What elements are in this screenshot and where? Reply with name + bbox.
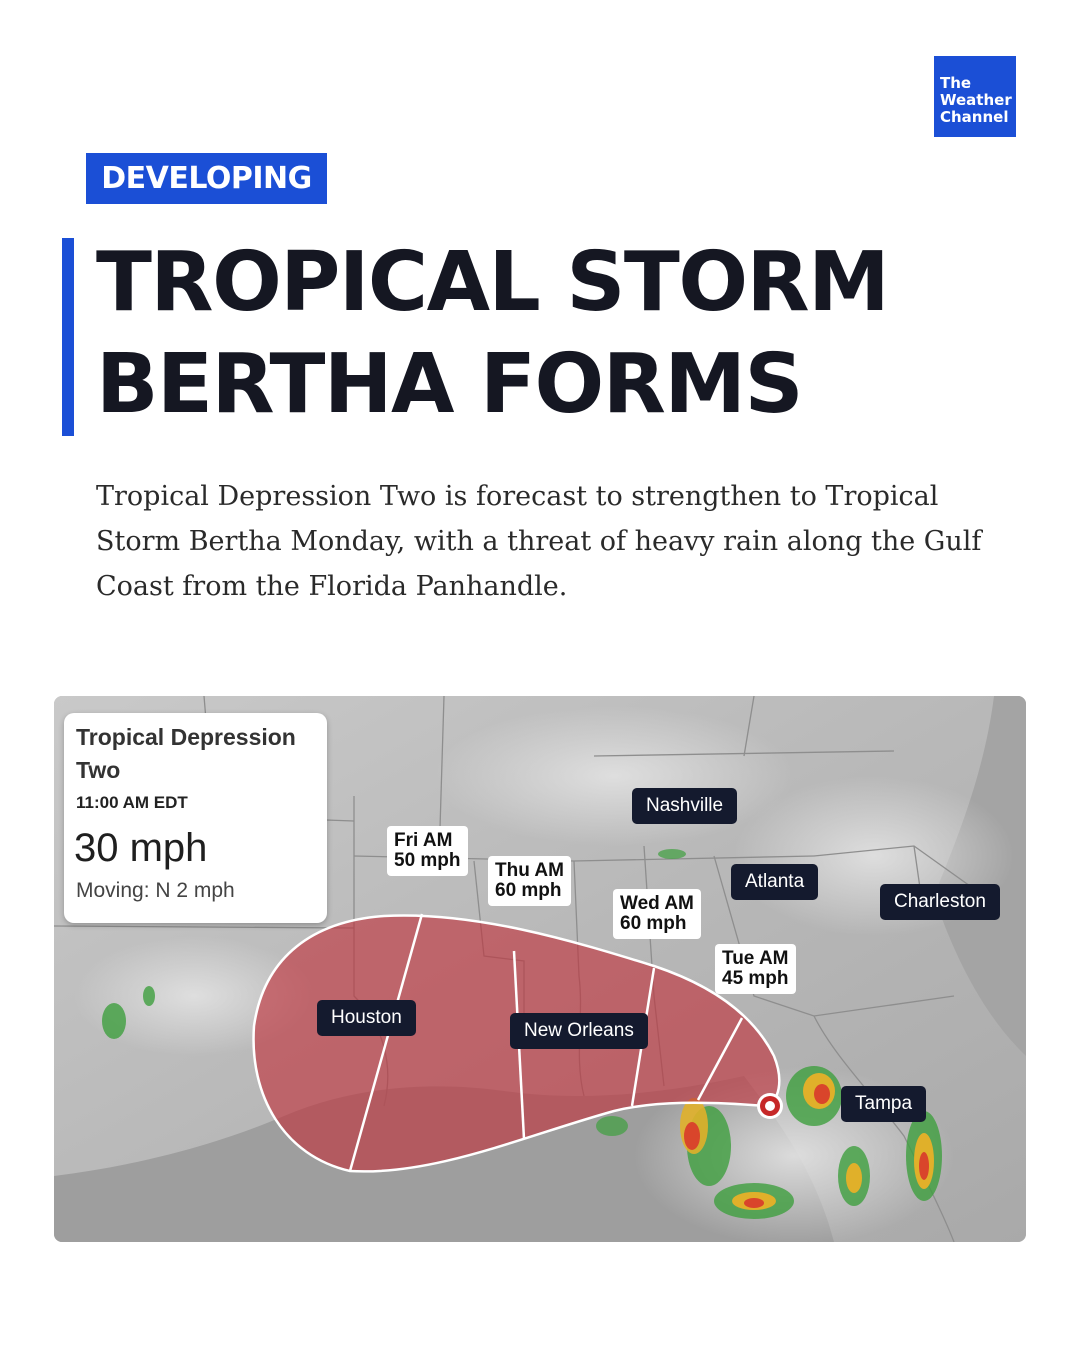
storm-name: Tropical Depression Two — [76, 724, 296, 783]
city-label-houston: Houston — [317, 1000, 416, 1036]
forecast-day: Fri AM — [394, 830, 453, 851]
forecast-day: Tue AM — [722, 948, 789, 969]
storm-movement: Moving: N 2 mph — [76, 879, 235, 902]
forecast-wind: 50 mph — [394, 850, 461, 871]
city-label-charleston: Charleston — [880, 884, 1000, 920]
forecast-point-thu — [488, 856, 571, 906]
weather-channel-logo[interactable] — [934, 56, 1016, 137]
forecast-point-wed — [613, 889, 701, 939]
forecast-point-fri — [387, 826, 468, 876]
city-label-atlanta: Atlanta — [731, 864, 818, 900]
developing-badge: DEVELOPING — [86, 153, 327, 204]
headline-accent-bar — [62, 238, 74, 436]
storm-center-marker — [757, 1093, 783, 1119]
city-label-tampa: Tampa — [841, 1086, 926, 1122]
logo-line-2: Weather — [940, 91, 1012, 109]
headline-line-1: TROPICAL STORM — [96, 235, 889, 330]
logo-line-3: Channel — [940, 108, 1009, 126]
forecast-day: Thu AM — [495, 860, 564, 881]
forecast-wind: 60 mph — [495, 880, 562, 901]
city-label-nashville: Nashville — [632, 788, 737, 824]
forecast-wind: 45 mph — [722, 968, 789, 989]
max-wind-speed: 30 mph — [74, 826, 208, 870]
forecast-wind: 60 mph — [620, 913, 687, 934]
logo-line-1: The — [940, 74, 972, 92]
city-label-new-orleans: New Orleans — [510, 1013, 648, 1049]
storm-track-map — [54, 696, 1026, 1242]
headline-line-2: BERTHA FORMS — [96, 337, 803, 432]
advisory-time: 11:00 AM EDT — [76, 793, 188, 812]
storm-info-card — [64, 713, 327, 923]
forecast-day: Wed AM — [620, 893, 694, 914]
headline — [96, 232, 1036, 436]
forecast-point-tue — [715, 944, 796, 994]
summary-text: Tropical Depression Two is forecast to strengthen to Tropical Storm Bertha Monday, with a threat of heavy rain along the Gulf Coast from the Florida Panhandle. — [96, 481, 982, 602]
